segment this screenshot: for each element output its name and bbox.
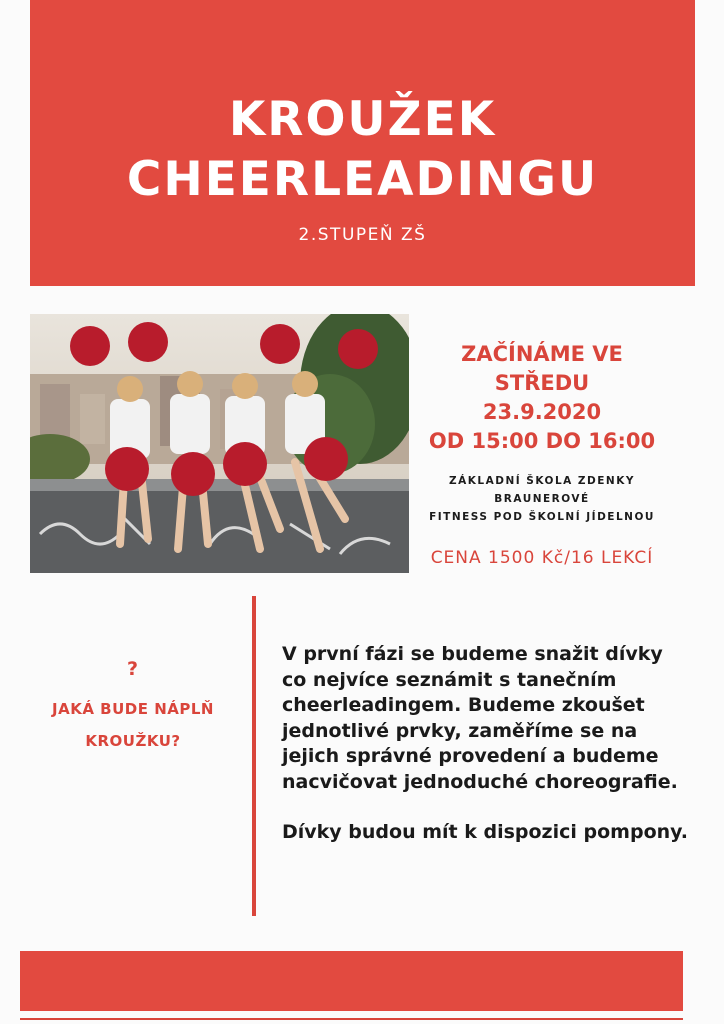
location [411, 472, 673, 526]
answer-text [282, 642, 692, 846]
answer-paragraph-2: Dívky budou mít k dispozici pompony. [282, 821, 689, 843]
start-time: OD 15:00 DO 16:00 [428, 429, 656, 453]
question-line-2: KROUŽKU? [85, 732, 181, 750]
location-line-1: ZÁKLADNÍ ŠKOLA ZDENKY [449, 475, 635, 487]
start-day: ZAČÍNÁME VE STŘEDU [461, 342, 623, 395]
title-line-1: KROUŽEK [228, 92, 497, 147]
price: CENA 1500 Kč/16 LEKCÍ [430, 548, 654, 568]
location-line-3: FITNESS POD ŠKOLNÍ JÍDELNOU [429, 511, 655, 523]
header-banner [30, 0, 695, 286]
start-details [411, 340, 673, 456]
cheerleaders-photo [30, 314, 409, 573]
question-line-1: JAKÁ BUDE NÁPLŇ [52, 700, 214, 718]
subtitle: 2.STUPEŇ ZŠ [298, 225, 427, 245]
title-line-2: CHEERLEADINGU [126, 152, 599, 207]
footer-line [20, 1018, 683, 1020]
vertical-divider [252, 596, 256, 916]
start-date: 23.9.2020 [482, 400, 602, 424]
question-mark: ? [126, 658, 139, 680]
page-title [30, 90, 695, 210]
event-info [411, 340, 673, 568]
footer-bar [20, 951, 683, 1011]
answer-paragraph-1: V první fázi se budeme snažit dívky co nejvíce seznámit s tanečním cheerleadingem. Budeme zkoušet jednotlivé prvky, zaměříme se na jejich správné provedení a budeme nacvičovat jednoduché choreografie. [282, 643, 678, 793]
question-heading [22, 693, 244, 757]
location-line-2: BRAUNEROVÉ [494, 493, 590, 505]
